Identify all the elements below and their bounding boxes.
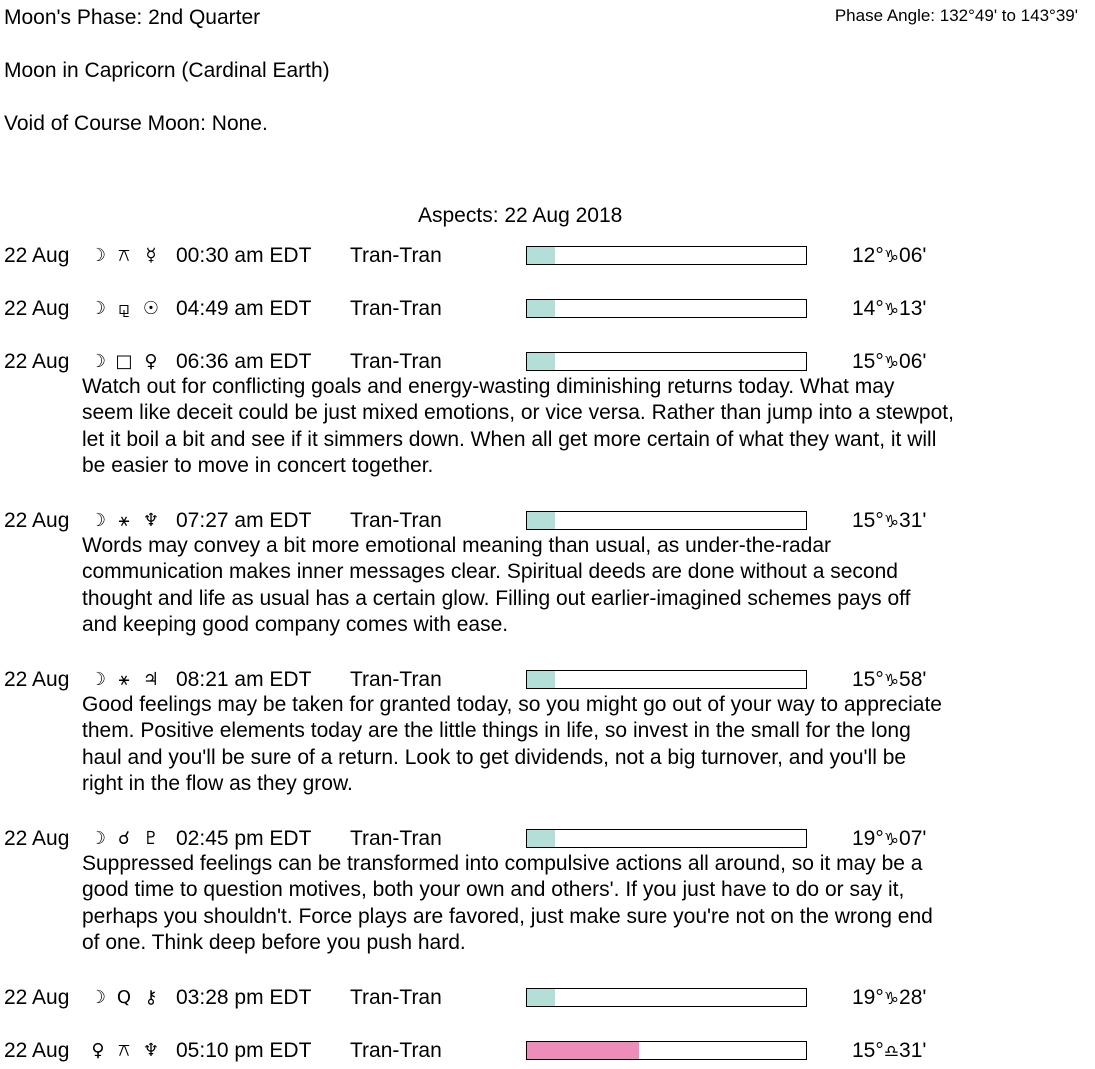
planet-glyph-icon: ☽ (89, 351, 107, 372)
zodiac-sign-icon: ♎ (883, 1042, 900, 1062)
aspect-position (852, 1039, 926, 1064)
aspect-time: 03:28 pm EDT (176, 986, 312, 1009)
planet-glyph-icon: ♀ (144, 351, 158, 372)
planet-glyph-icon: ☽ (89, 245, 107, 266)
planet-glyph-icon: ♆ (142, 1040, 160, 1061)
planet-glyph-icon: ☽ (89, 669, 107, 690)
aspect-row (0, 984, 1095, 1012)
strength-bar (526, 670, 807, 689)
planet-glyph-icon: ☿ (145, 245, 157, 266)
aspect-date: 22 Aug (4, 668, 70, 691)
planet-glyph-icon: ☽ (89, 987, 107, 1008)
strength-bar-fill (527, 247, 555, 264)
aspect-date: 22 Aug (4, 827, 70, 850)
position-degree: 14° (852, 297, 884, 320)
aspect-type: Tran-Tran (350, 668, 442, 691)
aspect-date: 22 Aug (4, 1039, 70, 1062)
aspect-row (0, 666, 1095, 800)
position-degree: 15° (852, 668, 884, 691)
strength-bar-fill (527, 989, 555, 1006)
zodiac-sign-icon: ♑ (883, 989, 900, 1009)
strength-bar-fill (527, 300, 555, 317)
aspect-position (852, 350, 926, 375)
aspect-row (0, 825, 1095, 959)
aspect-type: Tran-Tran (350, 1039, 442, 1062)
position-degree: 19° (852, 827, 884, 850)
aspect-glyph-icon: ⚻ (118, 245, 130, 266)
planet-glyph-icon: ☽ (89, 510, 107, 531)
position-degree: 12° (852, 244, 884, 267)
position-degree: 19° (852, 986, 884, 1009)
planet-glyph-icon: ☽ (89, 298, 107, 319)
planet-glyph-icon: ♃ (142, 669, 160, 690)
zodiac-sign-icon: ♑ (883, 300, 900, 320)
aspect-glyph-icon: ⚼ (117, 298, 131, 319)
position-minutes: 06' (899, 244, 927, 267)
aspect-type: Tran-Tran (350, 509, 442, 532)
aspect-glyph-icon: ⚹ (118, 669, 130, 690)
aspect-date: 22 Aug (4, 244, 70, 267)
position-minutes: 13' (899, 297, 927, 320)
aspect-type: Tran-Tran (350, 297, 442, 320)
position-degree: 15° (852, 350, 884, 373)
aspect-row (0, 242, 1095, 270)
aspect-type: Tran-Tran (350, 350, 442, 373)
strength-bar (526, 299, 807, 318)
aspect-row (0, 1037, 1095, 1065)
strength-bar-fill (527, 1042, 639, 1059)
aspect-date: 22 Aug (4, 350, 70, 373)
strength-bar (526, 988, 807, 1007)
position-minutes: 58' (899, 668, 927, 691)
planet-glyph-icon: ♇ (142, 828, 160, 849)
aspect-date: 22 Aug (4, 986, 70, 1009)
planet-glyph-icon: ☽ (89, 828, 107, 849)
position-minutes: 07' (899, 827, 927, 850)
position-degree: 15° (852, 1039, 884, 1062)
aspect-date: 22 Aug (4, 297, 70, 320)
position-minutes: 28' (899, 986, 927, 1009)
aspect-time: 05:10 pm EDT (176, 1039, 312, 1062)
aspect-description: Good feelings may be taken for granted today, so you might go out of your way to appreciate them. Positive elements today are the little things in life, so invest in the small for the long haul and you'll be sure of a return. Look to get dividends, not a big turnover, and you'll be right in the flow as they grow. (82, 693, 942, 796)
moon-phase: Moon's Phase: 2nd Quarter (4, 6, 261, 29)
planet-glyph-icon: ☉ (142, 298, 160, 319)
zodiac-sign-icon: ♑ (883, 353, 900, 373)
strength-bar-fill (527, 512, 555, 529)
planet-glyph-icon: ⚷ (144, 987, 158, 1008)
strength-bar (526, 511, 807, 530)
aspect-position (852, 244, 926, 269)
zodiac-sign-icon: ♑ (883, 512, 900, 532)
position-minutes: 31' (899, 1039, 927, 1062)
strength-bar-fill (527, 353, 555, 370)
aspect-row (0, 348, 1095, 482)
aspect-type: Tran-Tran (350, 827, 442, 850)
zodiac-sign-icon: ♑ (883, 247, 900, 267)
zodiac-sign-icon: ♑ (883, 830, 900, 850)
aspect-type: Tran-Tran (350, 986, 442, 1009)
strength-bar (526, 1041, 807, 1060)
aspect-glyph-icon: □ (115, 351, 133, 372)
position-minutes: 31' (899, 509, 927, 532)
planet-glyph-icon: ♀ (91, 1040, 105, 1061)
aspect-description: Suppressed feelings can be transformed into compulsive actions all around, so it may be a good time to question motives, both your own and others'. If you just have to do or say it, perhaps you shouldn't. Force plays are favored, just make sure you're not on the wrong end of one. Think deep before you push hard. (82, 852, 933, 955)
aspect-time: 07:27 am EDT (176, 509, 312, 532)
aspect-position (852, 668, 926, 693)
aspect-glyph-icon: ☌ (117, 828, 131, 849)
position-degree: 15° (852, 509, 884, 532)
aspect-description: Watch out for conflicting goals and energy-wasting diminishing returns today. What may seem like deceit could be just mixed emotions, or vice versa. Rather than jump into a stewpot, let it boil a bit and see if it simmers down. When all get more certain of what they want, it will be easier to move in concert together. (82, 375, 954, 478)
aspect-time: 04:49 am EDT (176, 297, 312, 320)
aspect-description: Words may convey a bit more emotional meaning than usual, as under-the-radar communication makes inner messages clear. Spiritual deeds are done without a second thought and life as usual has a certain glow. Filling out earlier-imagined schemes pays off and keeping good company comes with ease. (82, 534, 911, 637)
moon-sign: Moon in Capricorn (Cardinal Earth) (4, 59, 330, 82)
strength-bar (526, 246, 807, 265)
aspects-title: Aspects: 22 Aug 2018 (418, 204, 623, 227)
aspect-row (0, 507, 1095, 641)
aspect-date: 22 Aug (4, 509, 70, 532)
aspect-type: Tran-Tran (350, 244, 442, 267)
zodiac-sign-icon: ♑ (883, 671, 900, 691)
aspect-glyph-icon: Q (116, 987, 132, 1008)
aspect-glyph-icon: ⚹ (118, 510, 130, 531)
strength-bar (526, 352, 807, 371)
position-minutes: 06' (899, 350, 927, 373)
planet-glyph-icon: ♆ (142, 510, 160, 531)
strength-bar (526, 829, 807, 848)
aspect-time: 06:36 am EDT (176, 350, 312, 373)
void-of-course-moon: Void of Course Moon: None. (4, 112, 268, 135)
aspect-position (852, 297, 926, 322)
aspect-position (852, 986, 926, 1011)
aspect-row (0, 295, 1095, 323)
strength-bar-fill (527, 671, 555, 688)
aspect-position (852, 509, 926, 534)
aspect-time: 02:45 pm EDT (176, 827, 312, 850)
strength-bar-fill (527, 830, 555, 847)
phase-angle: Phase Angle: 132°49' to 143°39' (834, 6, 1078, 25)
aspect-time: 00:30 am EDT (176, 244, 312, 267)
aspect-time: 08:21 am EDT (176, 668, 312, 691)
aspect-position (852, 827, 926, 852)
aspect-glyph-icon: ⚻ (118, 1040, 130, 1061)
